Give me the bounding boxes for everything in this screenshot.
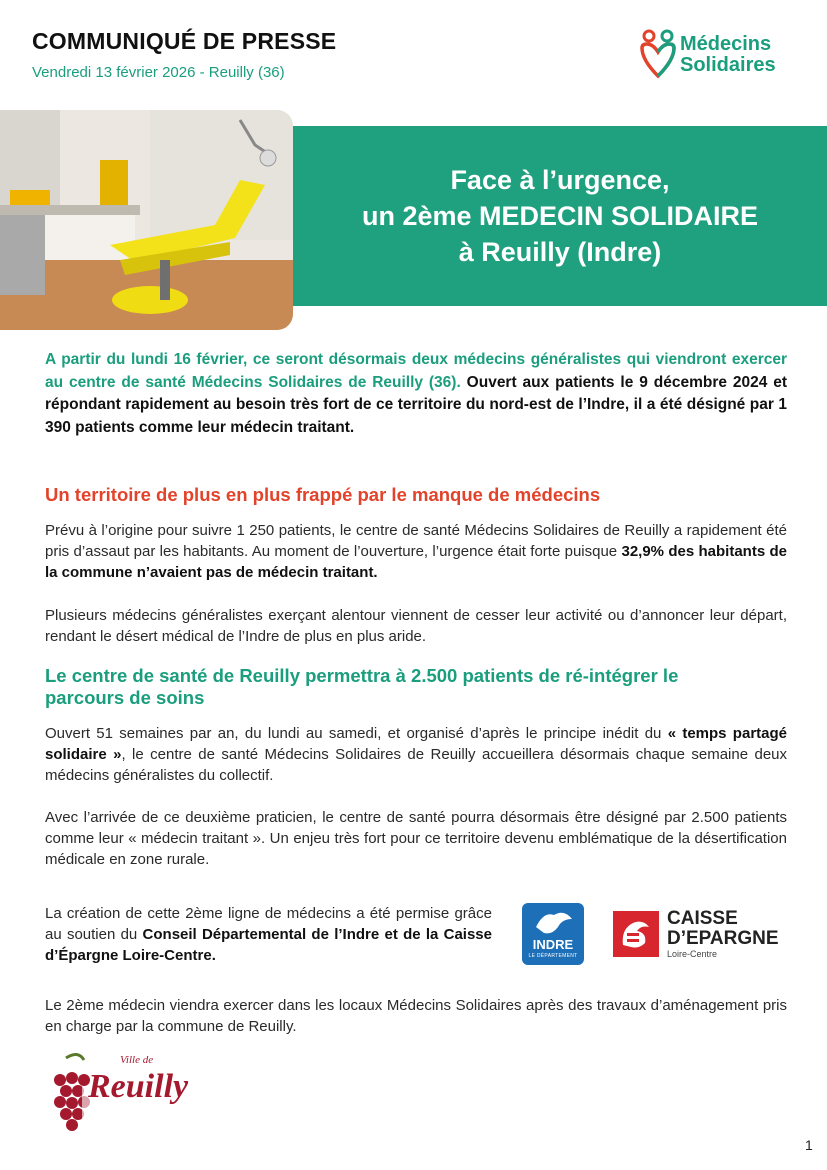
caisse-epargne-logo xyxy=(613,909,793,961)
lead-paragraph xyxy=(45,349,787,439)
paragraph-centre-1 xyxy=(45,723,787,786)
indre-department-logo xyxy=(522,903,584,965)
paragraph-territory-1 xyxy=(45,520,787,583)
heart-people-icon xyxy=(638,28,678,86)
medecins-solidaires-logo xyxy=(638,28,808,88)
date-location: Vendredi 13 février 2026 - Reuilly (36) xyxy=(32,64,285,81)
page-number: 1 xyxy=(805,1137,813,1153)
ville-de-reuilly-logo xyxy=(48,1050,198,1145)
headline-line-3: à Reuilly (Indre) xyxy=(458,237,662,267)
exam-room-photo xyxy=(0,110,293,330)
press-release-title: COMMUNIQUÉ DE PRESSE xyxy=(32,28,337,54)
section-heading-reuilly-centre: Le centre de santé de Reuilly permettra à 2.500 patients de ré-intégrer le parcours de soins xyxy=(45,665,679,708)
indre-logo-subtext: LE DÉPARTEMENT xyxy=(528,953,578,959)
paragraph-bold: Conseil Départemental de l’Indre et de la Caisse d’Épargne Loire-Centre. xyxy=(45,926,492,964)
headline-line-2: un 2ème MEDECIN SOLIDAIRE xyxy=(361,201,759,231)
paragraph-text: La création de cette 2ème ligne de médecins a été permise grâce au soutien du xyxy=(45,905,492,943)
reuilly-big-text: Reuilly xyxy=(88,1068,189,1105)
vine-leaf-icon xyxy=(66,1054,84,1060)
headline-line-1: Face à l’urgence, xyxy=(450,165,670,195)
headline-banner xyxy=(293,126,827,306)
section-heading-territory: Un territoire de plus en plus frappé par le manque de médecins xyxy=(45,484,601,505)
caisse-line-3: Loire-Centre xyxy=(667,949,718,959)
caisse-line-2: D’EPARGNE xyxy=(667,928,779,949)
paragraph-territory-2: Plusieurs médecins généralistes exerçant alentour viennent de cesser leur activité ou d’annoncer leur départ, rendant le désert médical de l’Indre de plus en plus aride. xyxy=(45,607,787,645)
caisse-line-1: CAISSE xyxy=(667,908,738,929)
lead-green-text: A partir du lundi 16 février, ce seront désormais deux médecins généralistes qui viendront exercer au centre de santé Médecins Solidaires de Reuilly (36). xyxy=(45,351,787,391)
paragraph-bold: 32,9% des habitants de la commune n’avaient pas de médecin traitant. xyxy=(45,543,787,581)
paragraph-text: Ouvert 51 semaines par an, du lundi au samedi, et organisé d’après le principe inédit du xyxy=(45,725,668,742)
paragraph-centre-2: Avec l’arrivée de ce deuxième praticien, le centre de santé pourra désormais être désigné par 2.500 patients comme leur « médecin traitant ». Un enjeu très fort pour ce territoire devenu emblématique de la désertification médicale en zone rurale. xyxy=(45,809,787,868)
paragraph-bold: « temps partagé solidaire » xyxy=(45,725,787,763)
paragraph-text-end: , le centre de santé Médecins Solidaires de Reuilly accueillera désormais chaque semaine deux médecins généralistes du collectif. xyxy=(45,746,788,784)
logo-line-2: Solidaires xyxy=(680,54,776,76)
logo-line-1: Médecins xyxy=(680,33,772,55)
paragraph-text: Prévu à l’origine pour suivre 1 250 patients, le centre de santé Médecins Solidaires de Reuilly a rapidement été pris d’assaut par les habitants. Au moment de l’ouverture, l’urgence était forte puisque xyxy=(45,522,787,560)
squirrel-icon xyxy=(613,911,659,957)
indre-logo-text: INDRE xyxy=(532,937,574,952)
closing-paragraph: Le 2ème médecin viendra exercer dans les locaux Médecins Solidaires après des travaux d’aménagement pris en charge par la commune de Reuilly. xyxy=(45,997,787,1035)
support-paragraph xyxy=(45,903,492,966)
lead-black-text: Ouvert aux patients le 9 décembre 2024 et répondant rapidement au besoin très fort de ce territoire du nord-est de l’Indre, il a été désigné par 1 390 patients comme leur médecin traitant. xyxy=(45,373,787,436)
reuilly-small-text: Ville de xyxy=(120,1054,154,1066)
